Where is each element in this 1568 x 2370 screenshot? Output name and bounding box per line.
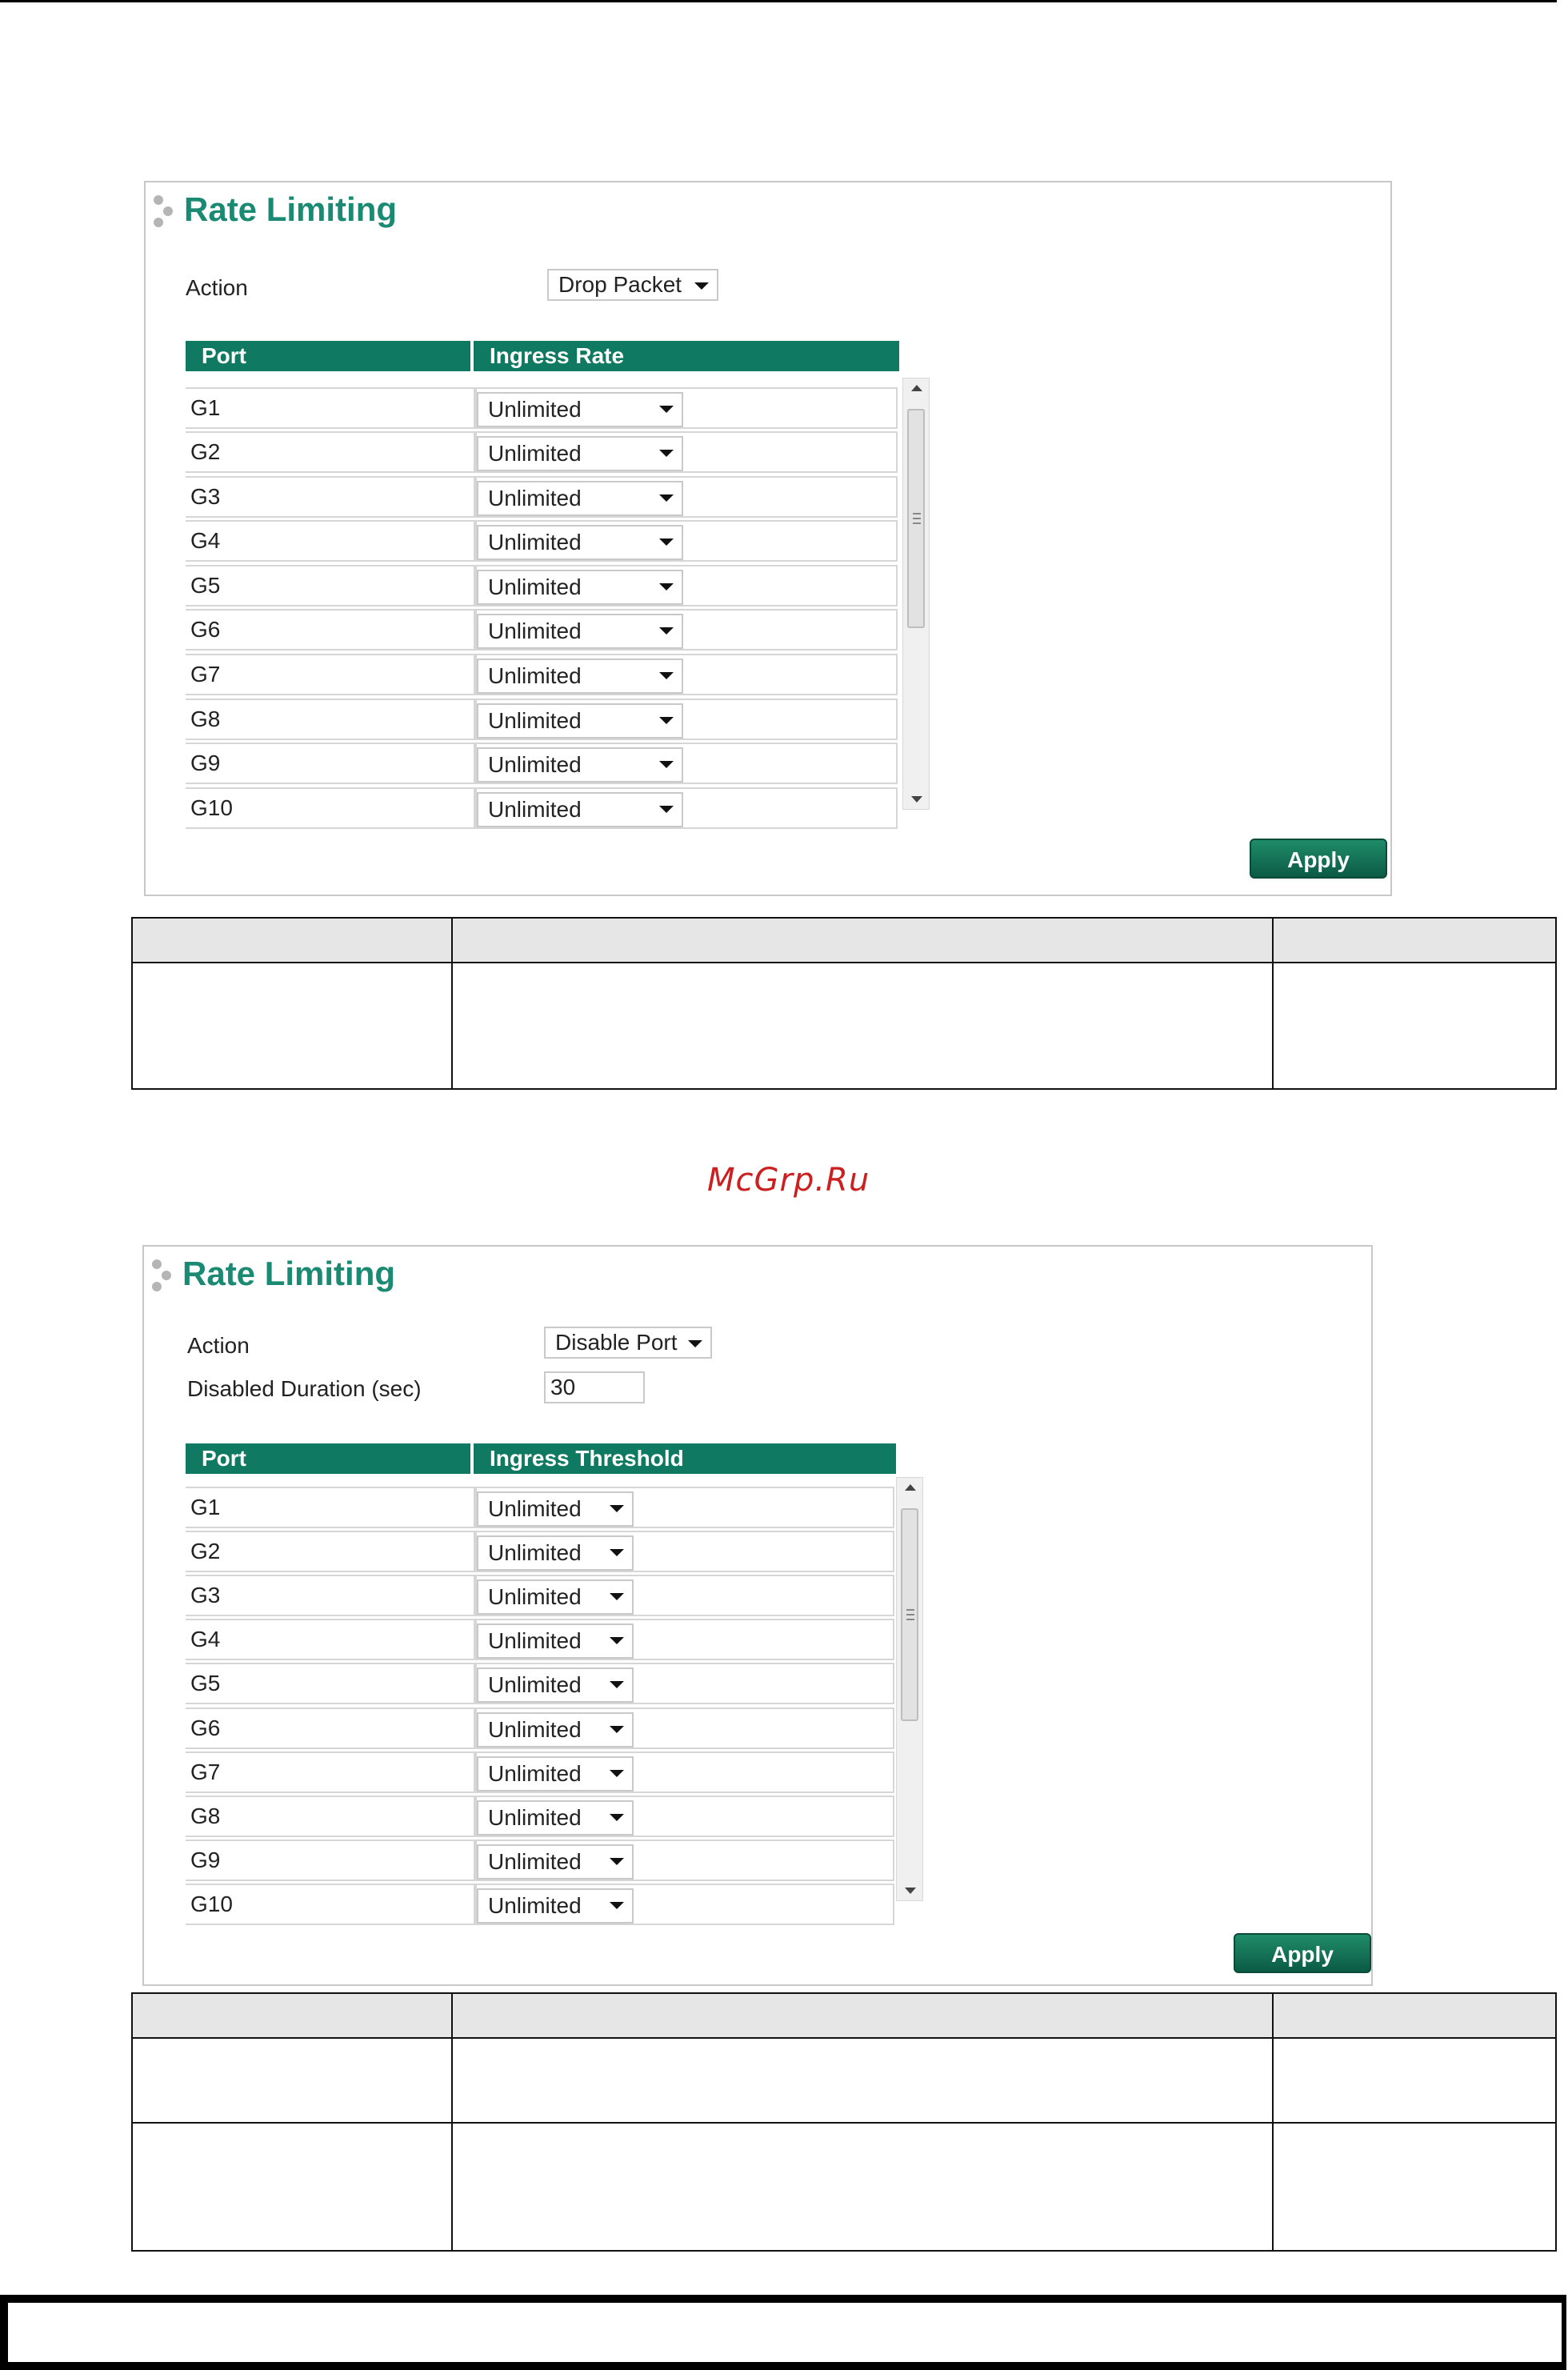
chevron-down-icon [610,1814,624,1821]
chevron-down-icon [610,1770,624,1777]
table-row [186,1840,894,1881]
scrollbar-thumb[interactable] [901,1508,918,1721]
port-name: G2 [186,1531,475,1572]
table-row [186,609,898,651]
ingress-threshold-value: Unlimited [488,1584,582,1609]
ingress-rate-select[interactable] [477,436,683,471]
port-name: G5 [186,1663,475,1704]
ingress-threshold-select[interactable] [477,1712,634,1747]
ingress-threshold-select[interactable] [477,1491,634,1527]
chevron-down-icon [659,672,674,679]
ingress-rate-value: Unlimited [488,619,582,643]
chevron-down-icon [610,1549,624,1556]
chevron-down-icon [610,1858,624,1865]
ingress-threshold-value: Unlimited [488,1893,582,1918]
table-row [186,431,898,473]
column-header-ingress-rate: Ingress Rate [474,341,899,371]
threshold-cell [475,1531,894,1572]
title-dots-icon [152,1259,181,1295]
ingress-rate-select[interactable] [477,747,683,783]
table-row [186,1487,894,1528]
port-name: G6 [186,1707,475,1749]
chevron-down-icon [659,538,674,546]
rate-limiting-panel-disable-port [142,1245,1373,1986]
port-name: G3 [186,476,475,518]
port-name: G1 [186,1487,475,1528]
column-header-port: Port [186,1443,470,1474]
action-label: Action [187,1333,250,1358]
threshold-cell [475,1619,894,1660]
ingress-rate-select[interactable] [477,792,683,827]
ingress-rate-select[interactable] [477,481,683,516]
port-name: G7 [186,1751,475,1793]
port-name: G6 [186,609,475,651]
port-name: G10 [186,1884,475,1925]
chevron-down-icon [659,450,674,457]
table-row [186,654,898,695]
ingress-threshold-value: Unlimited [488,1849,582,1874]
threshold-cell [475,1796,894,1837]
rate-cell [475,387,898,429]
list-scrollbar[interactable] [896,1477,923,1901]
ingress-rate-value: Unlimited [488,574,582,599]
footer-box [0,2295,1566,2370]
ingress-rate-value: Unlimited [488,663,582,688]
table-row [186,520,898,562]
ingress-rate-select[interactable] [477,392,683,427]
apply-button[interactable]: Apply [1250,839,1387,879]
port-name: G9 [186,743,475,784]
action-select-value: Drop Packet [558,272,682,297]
port-rate-list-continued[interactable] [186,654,898,822]
ingress-rate-value: Unlimited [488,530,582,554]
port-name: G9 [186,1840,475,1881]
chevron-down-icon [694,282,709,290]
table-row [186,1751,894,1793]
ingress-rate-select[interactable] [477,525,683,560]
ingress-rate-value: Unlimited [488,486,582,510]
chevron-down-icon [659,761,674,768]
port-name: G3 [186,1575,475,1616]
table-header-row [132,918,1556,963]
ingress-rate-value: Unlimited [488,797,582,822]
table-row [186,387,898,429]
port-name: G8 [186,699,475,740]
chevron-down-icon [659,406,674,413]
port-name: G5 [186,565,475,607]
table-row [132,2038,1556,2123]
ingress-rate-select[interactable] [477,659,683,694]
list-scrollbar[interactable] [902,378,930,810]
ingress-threshold-value: Unlimited [488,1761,582,1786]
port-threshold-list[interactable] [186,1487,894,1918]
port-name: G8 [186,1796,475,1837]
description-table-2 [131,1992,1557,2252]
chevron-down-icon [610,1681,624,1688]
column-header-port: Port [186,341,470,371]
ingress-rate-select[interactable] [477,570,683,605]
rate-cell [475,787,898,829]
table-row [186,1663,894,1704]
threshold-cell [475,1663,894,1704]
table-row [186,1531,894,1572]
chevron-down-icon [610,1637,624,1644]
threshold-cell [475,1707,894,1749]
ingress-threshold-value: Unlimited [488,1496,582,1521]
rate-cell [475,609,898,651]
ingress-threshold-value: Unlimited [488,1540,582,1565]
threshold-cell [475,1840,894,1881]
table-header-row [132,1993,1556,2038]
table-row [132,2123,1556,2251]
action-select[interactable] [544,1327,712,1359]
scroll-up-icon[interactable] [911,385,922,391]
chevron-down-icon [610,1726,624,1733]
chevron-down-icon [659,494,674,502]
port-name: G7 [186,654,475,695]
rate-cell [475,654,898,695]
table-row [186,1796,894,1837]
threshold-cell [475,1751,894,1793]
ingress-threshold-value: Unlimited [488,1717,582,1742]
column-header-ingress-threshold: Ingress Threshold [474,1443,896,1474]
chevron-down-icon [688,1340,702,1347]
ingress-threshold-value: Unlimited [488,1672,582,1697]
table-row [186,1575,894,1616]
rate-limiting-panel-drop-packet [144,181,1392,896]
chevron-down-icon [659,583,674,590]
ingress-threshold-value: Unlimited [488,1805,582,1830]
threshold-cell [475,1575,894,1616]
ingress-threshold-select[interactable] [477,1756,634,1792]
port-name: G10 [186,787,475,829]
ingress-threshold-select[interactable] [477,1535,634,1571]
ingress-rate-select[interactable] [477,703,683,739]
scroll-down-icon[interactable] [905,1888,916,1894]
chevron-down-icon [610,1902,624,1909]
ingress-threshold-value: Unlimited [488,1628,582,1653]
chevron-down-icon [610,1593,624,1600]
ingress-rate-value: Unlimited [488,708,582,733]
rate-cell [475,431,898,473]
scroll-down-icon[interactable] [911,796,922,803]
ingress-threshold-select[interactable] [477,1888,634,1924]
port-name: G4 [186,1619,475,1660]
table-row [186,787,898,829]
panel-title: Rate Limiting [184,190,398,228]
top-rule [0,0,1557,2]
description-table-1 [131,917,1557,1090]
table-row [186,1884,894,1925]
ingress-rate-value: Unlimited [488,752,582,777]
table-row [132,963,1556,1089]
ingress-rate-select[interactable] [477,614,683,649]
table-row [186,476,898,518]
action-select[interactable] [547,269,718,301]
rate-cell [475,565,898,607]
action-label: Action [186,275,248,300]
chevron-down-icon [659,806,674,813]
apply-button[interactable]: Apply [1234,1933,1371,1973]
table-row [186,1707,894,1749]
chevron-down-icon [659,717,674,724]
rate-cell [475,520,898,562]
ingress-threshold-select[interactable] [477,1579,634,1615]
ingress-threshold-select[interactable] [477,1844,634,1880]
rate-cell [475,476,898,518]
ingress-threshold-select[interactable] [477,1667,634,1703]
port-rate-list[interactable] [186,387,898,651]
panel-title: Rate Limiting [182,1255,396,1292]
chevron-down-icon [659,627,674,635]
ingress-threshold-select[interactable] [477,1800,634,1836]
table-row [186,743,898,784]
chevron-down-icon [610,1505,624,1512]
table-row [186,1619,894,1660]
watermark: McGrp.Ru [707,1162,870,1199]
table-row [186,699,898,740]
ingress-rate-value: Unlimited [488,441,582,466]
scroll-up-icon[interactable] [905,1484,916,1491]
title-dots-icon [154,195,182,230]
disabled-duration-label: Disabled Duration (sec) [187,1376,422,1401]
port-name: G4 [186,520,475,562]
threshold-cell [475,1487,894,1528]
rate-cell [475,699,898,740]
threshold-cell [475,1884,894,1925]
ingress-rate-value: Unlimited [488,397,582,422]
ingress-threshold-select[interactable] [477,1623,634,1659]
rate-cell [475,743,898,784]
port-name: G2 [186,431,475,473]
scrollbar-thumb[interactable] [907,409,925,628]
action-select-value: Disable Port [555,1330,678,1355]
disabled-duration-input[interactable]: 30 [544,1371,645,1403]
port-name: G1 [186,387,475,429]
table-row [186,565,898,607]
